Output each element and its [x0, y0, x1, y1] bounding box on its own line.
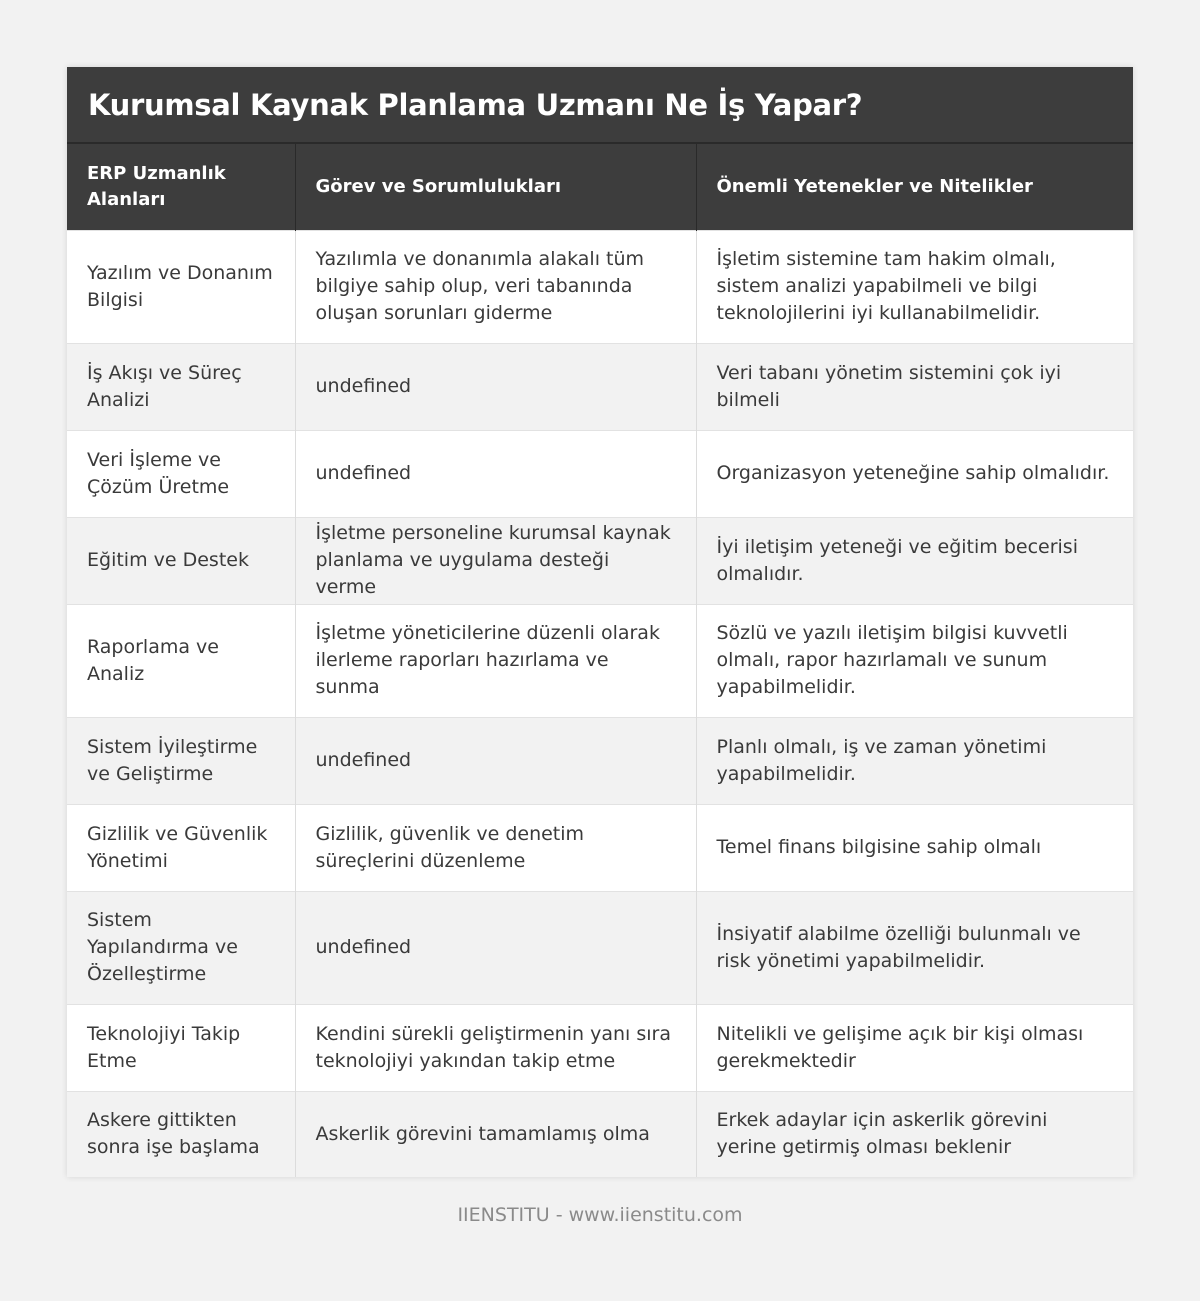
- cell-skill: Planlı olmalı, iş ve zaman yönetimi yapabilmelidir.: [696, 717, 1133, 804]
- cell-area: Veri İşleme ve Çözüm Üretme: [67, 430, 295, 517]
- table-row: [67, 604, 1133, 717]
- cell-skill: Veri tabanı yönetim sistemini çok iyi bilmeli: [696, 343, 1133, 430]
- cell-area: İş Akışı ve Süreç Analizi: [67, 343, 295, 430]
- cell-area: Yazılım ve Donanım Bilgisi: [67, 230, 295, 343]
- cell-skill: İyi iletişim yeteneği ve eğitim becerisi olmalıdır.: [696, 517, 1133, 604]
- table-row: [67, 517, 1133, 604]
- cell-duty: undefined: [295, 343, 696, 430]
- cell-duty: Gizlilik, güvenlik ve denetim süreçlerini düzenleme: [295, 804, 696, 891]
- cell-duty: Yazılımla ve donanımla alakalı tüm bilgiye sahip olup, veri tabanında oluşan sorunları giderme: [295, 230, 696, 343]
- cell-skill: İşletim sistemine tam hakim olmalı, sistem analizi yapabilmeli ve bilgi teknolojilerini iyi kullanabilmelidir.: [696, 230, 1133, 343]
- title-bar: [67, 67, 1133, 144]
- cell-duty: undefined: [295, 717, 696, 804]
- table-card: [67, 67, 1133, 1177]
- cell-skill: Organizasyon yeteneğine sahip olmalıdır.: [696, 430, 1133, 517]
- cell-area: Gizlilik ve Güvenlik Yönetimi: [67, 804, 295, 891]
- table-row: [67, 717, 1133, 804]
- cell-area: Sistem İyileştirme ve Geliştirme: [67, 717, 295, 804]
- footer-credit: IIENSTITU - www.iienstitu.com: [457, 1204, 743, 1226]
- cell-duty: İşletme personeline kurumsal kaynak planlama ve uygulama desteği verme: [295, 517, 696, 604]
- cell-duty: İşletme yöneticilerine düzenli olarak ilerleme raporları hazırlama ve sunma: [295, 604, 696, 717]
- table-row: [67, 1091, 1133, 1177]
- page-title: Kurumsal Kaynak Planlama Uzmanı Ne İş Yapar?: [88, 87, 863, 122]
- cell-area: Eğitim ve Destek: [67, 517, 295, 604]
- cell-duty: undefined: [295, 891, 696, 1004]
- cell-area: Raporlama ve Analiz: [67, 604, 295, 717]
- cell-duty: Kendini sürekli geliştirmenin yanı sıra teknolojiyi yakından takip etme: [295, 1004, 696, 1091]
- table-row: [67, 343, 1133, 430]
- cell-skill: Sözlü ve yazılı iletişim bilgisi kuvvetli olmalı, rapor hazırlamalı ve sunum yapabilmelidir.: [696, 604, 1133, 717]
- table-row: [67, 230, 1133, 343]
- cell-skill: Nitelikli ve gelişime açık bir kişi olması gerekmektedir: [696, 1004, 1133, 1091]
- header-duty: Görev ve Sorumlulukları: [295, 144, 696, 230]
- header-skill: Önemli Yetenekler ve Nitelikler: [696, 144, 1133, 230]
- erp-table: [67, 144, 1133, 1177]
- cell-area: Teknolojiyi Takip Etme: [67, 1004, 295, 1091]
- cell-skill: İnsiyatif alabilme özelliği bulunmalı ve risk yönetimi yapabilmelidir.: [696, 891, 1133, 1004]
- header-area: ERP Uzmanlık Alanları: [67, 144, 295, 230]
- table-row: [67, 804, 1133, 891]
- table-row: [67, 891, 1133, 1004]
- table-row: [67, 430, 1133, 517]
- cell-skill: Erkek adaylar için askerlik görevini yerine getirmiş olması beklenir: [696, 1091, 1133, 1177]
- table-row: [67, 1004, 1133, 1091]
- cell-area: Askere gittikten sonra işe başlama: [67, 1091, 295, 1177]
- cell-duty: Askerlik görevini tamamlamış olma: [295, 1091, 696, 1177]
- cell-duty: undefined: [295, 430, 696, 517]
- table-header-row: [67, 144, 1133, 230]
- cell-area: Sistem Yapılandırma ve Özelleştirme: [67, 891, 295, 1004]
- cell-skill: Temel finans bilgisine sahip olmalı: [696, 804, 1133, 891]
